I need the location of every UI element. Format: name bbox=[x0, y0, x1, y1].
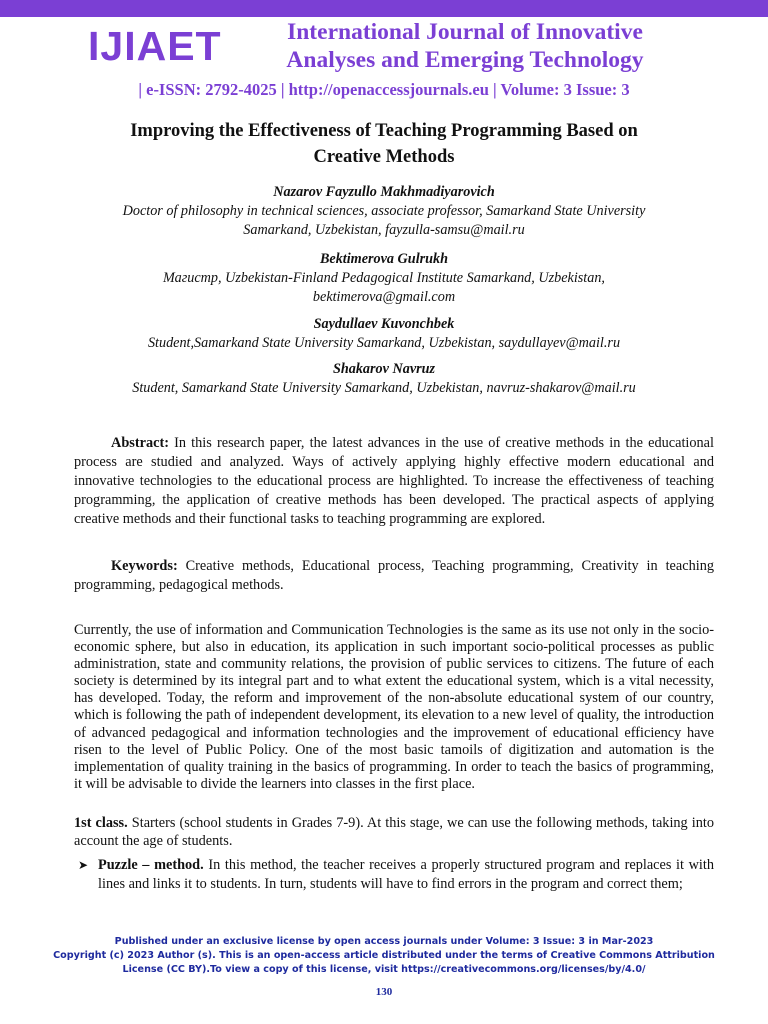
arrow-bullet-icon: ➤ bbox=[78, 858, 89, 872]
author-name: Bektimerova Gulrukh bbox=[319, 251, 449, 267]
page-number: 130 bbox=[375, 986, 393, 998]
bullet-method-label: method. bbox=[154, 857, 204, 873]
paper-title-line: Improving the Effectiveness of Teaching Programming Based on bbox=[130, 121, 638, 141]
class-paragraph bbox=[74, 815, 714, 850]
class-text: Starters (school students in Grades 7-9). At this stage, we can use the following methods, taking into account the age of students. bbox=[74, 815, 715, 849]
author-block bbox=[60, 360, 708, 398]
author-block bbox=[60, 315, 708, 353]
author-affiliation: Student, Samarkand State University Samarkand, Uzbekistan, navruz-shakarov@mail.ru bbox=[132, 380, 636, 396]
footer-line: License (CC BY).To view a copy of this license, visit https://creativecommons.org/licenses/by/4.0/ bbox=[122, 964, 646, 975]
author-affiliation: Samarkand, Uzbekistan, fayzulla-samsu@mail.ru bbox=[243, 222, 525, 238]
footer-line: Published under an exclusive license by open access journals under Volume: 3 Issue: 3 in Mar-2023 bbox=[114, 936, 654, 947]
issn-volume-line: | e-ISSN: 2792-4025 | http://openaccessjournals.eu | Volume: 3 Issue: 3 bbox=[138, 80, 630, 99]
author-name: Saydullaev Kuvonchbek bbox=[313, 316, 455, 332]
author-block bbox=[60, 250, 708, 307]
license-footer bbox=[0, 935, 768, 977]
author-affiliation: bektimerova@gmail.com bbox=[312, 289, 456, 305]
paper-title bbox=[90, 118, 678, 170]
keywords-text: Creative methods, Educational process, Teaching programming, Creativity in teaching programming, pedagogical methods. bbox=[74, 558, 715, 593]
header-accent-bar bbox=[0, 0, 768, 17]
keywords-paragraph bbox=[74, 557, 714, 595]
bullet-item bbox=[74, 856, 714, 894]
author-name: Shakarov Navruz bbox=[332, 361, 436, 377]
body-paragraph: Currently, the use of information and Communication Technologies is the same as its use not only in the socio-economic sphere, but also in education, its application in such important socio-political processes as public administration, state and community relations, the provision of public services to citizens. The future of each society is determined by its integral part and to what extent the educational system, which is a vital necessity, has developed. Today, the reform and improvement of the non-absolute educational system of our country, which is following the path of independent development, its elevation to a new level of quality, the introduction of advanced pedagogical and information technologies and the improvement of educational efficiency have risen to the level of Public Policy. One of the most basic tamoils of digitization and automation is the implementation of quality training in the basics of programming. In order to teach the basics of programming, it will be advisable to divide the learners into classes in the first place. bbox=[74, 622, 714, 792]
bullet-text: In this method, the teacher receives a properly structured program and replaces it with lines and links it to students. In turn, students will have to find errors in the program and correct them; bbox=[98, 857, 714, 892]
footer-line: Copyright (c) 2023 Author (s). This is an open-access article distributed under the terms of Creative Commons Attribution bbox=[53, 950, 715, 961]
bullet-method-word bbox=[154, 857, 208, 873]
journal-title-line: International Journal of Innovative bbox=[287, 19, 643, 45]
bullet-label: Puzzle – bbox=[98, 857, 150, 873]
paper-title-line: Creative Methods bbox=[313, 147, 455, 167]
author-affiliation: Student,Samarkand State University Samarkand, Uzbekistan, saydullayev@mail.ru bbox=[147, 335, 621, 351]
keywords-label: Keywords: bbox=[111, 558, 178, 574]
abstract-text: In this research paper, the latest advances in the use of creative methods in the educational process are studied and analyzed. Ways of actively applying highly effective modern educational and innovative technologies to the educational process are highlighted. To increase the effectiveness of teaching programming, the application of creative methods has been developed. The practical aspects of applying creative methods and their functional tasks to teaching programming are explored. bbox=[74, 435, 715, 527]
author-affiliation: Магистр, Uzbekistan-Finland Pedagogical Institute Samarkand, Uzbekistan, bbox=[163, 270, 605, 286]
journal-title-line: Analyses and Emerging Technology bbox=[286, 47, 644, 73]
author-affiliation: Doctor of philosophy in technical sciences, associate professor, Samarkand State University bbox=[122, 203, 646, 219]
abstract-label: Abstract: bbox=[111, 435, 169, 451]
journal-logo: IJIAET bbox=[88, 23, 222, 69]
abstract-paragraph bbox=[74, 434, 714, 529]
author-block bbox=[60, 183, 708, 240]
class-label: 1st class. bbox=[74, 815, 128, 831]
author-name: Nazarov Fayzullo Makhmadiyarovich bbox=[273, 184, 495, 200]
journal-title bbox=[250, 18, 680, 74]
